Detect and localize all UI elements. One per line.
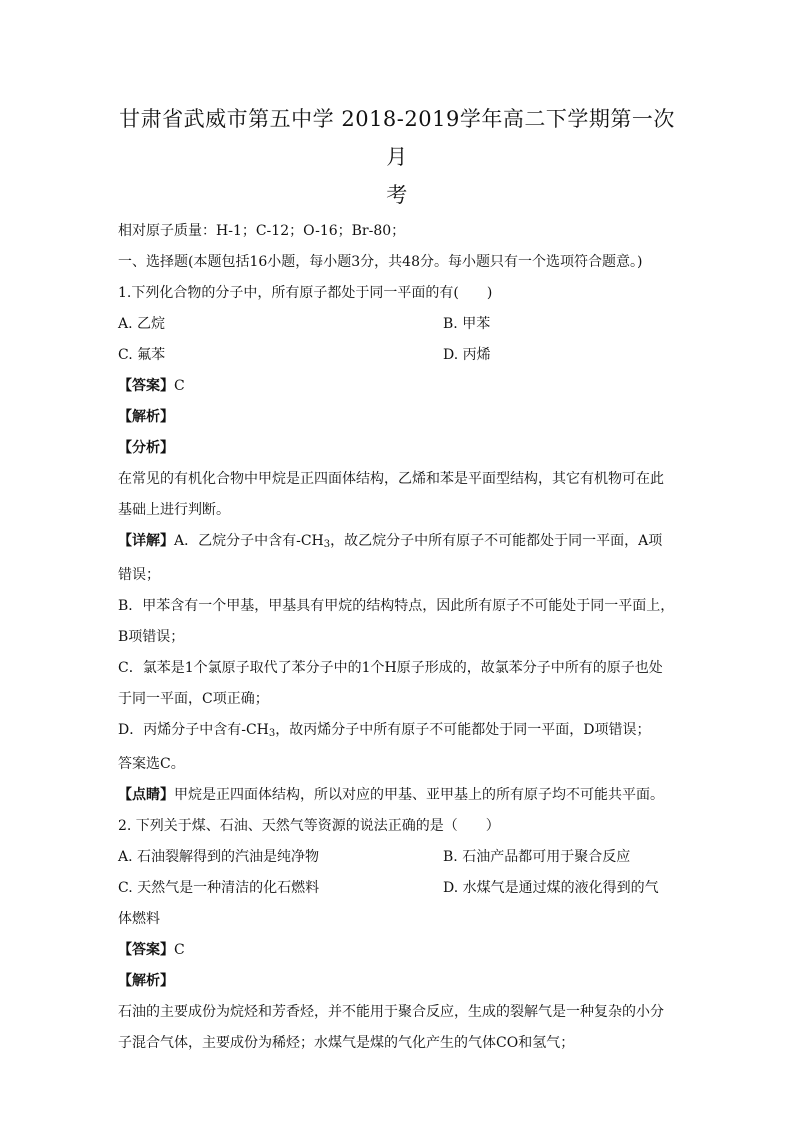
q2-answer-tag: 【答案】 bbox=[118, 942, 174, 958]
q2-analysis-tag: 【解析】 bbox=[118, 973, 174, 989]
q1-answer-value: C bbox=[174, 378, 185, 394]
q1-conclusion: 答案选C。 bbox=[118, 756, 185, 772]
q1-detail-a-text-1: A．乙烷分子中含有-CH bbox=[174, 533, 324, 549]
q1-point bbox=[118, 780, 676, 811]
q2-answer-value: C bbox=[174, 942, 185, 958]
q1-fenxi-text: 在常见的有机化合物中甲烷是正四面体结构，乙烯和苯是平面型结构，其它有机物可在此基础上进行判断。 bbox=[118, 471, 664, 518]
q1-answer-tag: 【答案】 bbox=[118, 378, 174, 394]
q1-detail-c: C．氯苯是1个氯原子取代了苯分子中的1个H原子形成的，故氯苯分子中所有的原子也处于同一平面，C项正确； bbox=[118, 660, 663, 707]
q2-options-row-1 bbox=[118, 842, 676, 873]
q1-option-a: A. 乙烷 bbox=[118, 316, 166, 332]
document-title bbox=[118, 100, 676, 214]
q1-option-d: D. 丙烯 bbox=[443, 347, 491, 363]
q1-detail-a-sub: 3 bbox=[323, 539, 331, 550]
title-line-1: 甘肃省武威市第五中学 2018-2019学年高二下学期第一次月 bbox=[119, 107, 675, 169]
q2-options-row-2 bbox=[118, 873, 676, 904]
q2-option-d-continued: 体燃料 bbox=[118, 911, 160, 927]
q1-option-b: B. 甲苯 bbox=[443, 316, 491, 332]
q1-fenxi-tag: 【分析】 bbox=[118, 440, 174, 456]
document-page bbox=[118, 100, 676, 1059]
q1-options-row-1 bbox=[118, 309, 676, 340]
section-heading: 一、选择题(本题包括16小题，每小题3分，共48分。每小题只有一个选项符合题意。) bbox=[118, 254, 643, 270]
q2-option-b: B. 石油产品都可用于聚合反应 bbox=[443, 849, 631, 865]
q1-point-text: 甲烷是正四面体结构，所以对应的甲基、亚甲基上的所有原子均不可能共平面。 bbox=[174, 787, 664, 803]
q1-detail-d-text-1: D．丙烯分子中含有-CH bbox=[118, 722, 269, 738]
q2-analysis-text: 石油的主要成份为烷烃和芳香烃，并不能用于聚合反应，生成的裂解气是一种复杂的小分子混合气体，主要成份为稀烃；水煤气是煤的气化产生的气体CO和氢气； bbox=[118, 1004, 664, 1051]
title-line-2: 考 bbox=[386, 183, 408, 207]
q1-detail-d bbox=[118, 715, 676, 749]
q1-point-tag: 【点睛】 bbox=[118, 787, 174, 803]
q1-detail-d-text-2: ，故丙烯分子中所有原子不可能都处于同一平面，D项错误； bbox=[275, 722, 651, 738]
q2-option-d: D. 水煤气是通过煤的液化得到的气 bbox=[443, 880, 659, 896]
q1-detail-d-sub: 3 bbox=[268, 728, 276, 739]
q1-options-row-2 bbox=[118, 340, 676, 371]
q1-stem: 1.下列化合物的分子中，所有原子都处于同一平面的有( ) bbox=[118, 285, 493, 301]
q2-answer bbox=[118, 935, 676, 966]
q2-option-a: A. 石油裂解得到的汽油是纯净物 bbox=[118, 849, 320, 865]
q2-option-c: C. 天然气是一种清洁的化石燃料 bbox=[118, 880, 320, 896]
atomic-mass-note: 相对原子质量：H-1；C-12；O-16；Br-80； bbox=[118, 223, 406, 239]
q1-detail-a bbox=[118, 526, 676, 591]
q1-detail-a-text-2: ，故乙烷分子中所有原子不可能都处于同一平面，A项错误； bbox=[118, 533, 663, 583]
q1-detail-b: B．甲苯含有一个甲基，甲基具有甲烷的结构特点，因此所有原子不可能处于同一平面上，B项错误； bbox=[118, 598, 675, 645]
q1-analysis-tag: 【解析】 bbox=[118, 409, 174, 425]
q1-option-c: C. 氟苯 bbox=[118, 347, 166, 363]
q1-answer bbox=[118, 371, 676, 402]
q2-stem: 2. 下列关于煤、石油、天然气等资源的说法正确的是（ ） bbox=[118, 818, 500, 834]
q1-detail-tag: 【详解】 bbox=[118, 533, 174, 549]
